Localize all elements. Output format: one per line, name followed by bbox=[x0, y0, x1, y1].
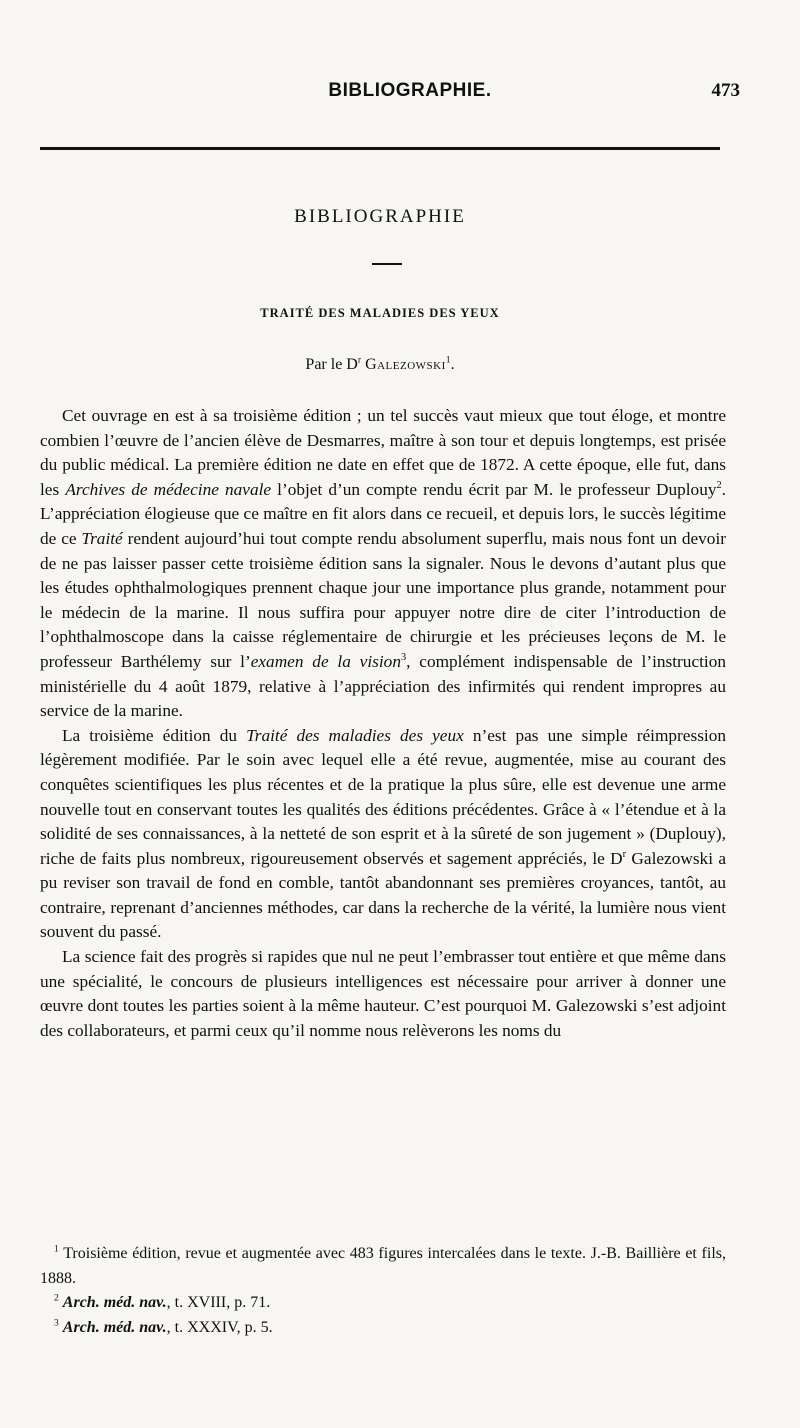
author-line bbox=[40, 356, 720, 374]
running-title: BIBLIOGRAPHIE. bbox=[328, 80, 492, 101]
text-run: Cet ouvrage en est à sa troisième édition ; un tel succès vaut mieux que tout éloge, et montre combien l’œuvre de l’ancien élève de Desmarres, maître à son tour et depuis longtemps, est prisée du public médical. La première édition ne date en effet que de 1872. A cette époque, elle fut, dans les bbox=[40, 406, 726, 499]
text-run: rendent aujourd’hui tout compte rendu absolument superflu, mais nous font un devoir de ne pas laisser passer cette troisième édition sans la signaler. Nous le devons d’autant plus que les études ophthalmologiques prennent chaque jour une importance plus grande, notamment pour le médecin de la marine. Il nous suffira pour appuyer notre dire de citer l’introduction de l’ophthalmoscope dans la caisse réglementaire de chirurgie et les précieuses leçons de M. le professeur Barthélemy sur l’ bbox=[40, 528, 726, 671]
text-run: l’objet d’un compte rendu écrit par M. le professeur Duplouy bbox=[271, 479, 717, 499]
book-title: TRAITÉ DES MALADIES DES YEUX bbox=[260, 306, 500, 320]
footnote-text: , t. XXXIV, p. 5. bbox=[166, 1318, 273, 1336]
running-head bbox=[80, 80, 740, 110]
italic-run: Traité bbox=[81, 528, 123, 548]
text-run: Galezowski a pu reviser son travail de fond en comble, tantôt abandonnant ses premières croyances, tantôt, au contraire, reprenant d’anciennes méthodes, car dans la recherche de la vérité, la lumière nous vient souvent du passé. bbox=[40, 848, 727, 942]
author-name: Galezowski bbox=[365, 356, 446, 373]
italic-run: Archives de médecine navale bbox=[65, 479, 272, 499]
paragraph-1 bbox=[40, 404, 726, 724]
footnote-ref-2: 2 bbox=[716, 480, 722, 492]
footnote-text: Troisième édition, revue et augmentée avec 483 figures intercalées dans le texte. J.-B. Baillière et fils, 1888. bbox=[40, 1245, 726, 1287]
page-number: 473 bbox=[711, 80, 740, 101]
footnote-ref-1: 1 bbox=[445, 354, 451, 366]
italic-run: examen de la vision bbox=[250, 651, 401, 671]
footnote-source: Arch. méd. nav. bbox=[62, 1318, 167, 1336]
paragraph-3 bbox=[40, 945, 726, 1043]
author-prefix: Par le D bbox=[305, 356, 358, 373]
footnotes bbox=[40, 1242, 726, 1340]
section-title: BIBLIOGRAPHIE bbox=[294, 206, 466, 227]
title-divider bbox=[372, 263, 402, 265]
footnote-separator bbox=[40, 1236, 720, 1237]
author-prefix-sup: r bbox=[357, 354, 362, 366]
footnote-source: Arch. méd. nav. bbox=[62, 1294, 167, 1311]
text-run: , complément indispensable de l’instruction ministérielle du 4 août 1879, relative à l’appréciation des infirmités qui rendent impropres au service de la marine. bbox=[40, 651, 727, 721]
header-rule bbox=[40, 147, 720, 150]
footnote-text: , t. XVIII, p. 71. bbox=[166, 1294, 271, 1311]
superscript-run: r bbox=[622, 848, 627, 860]
text-run: La science fait des progrès si rapides que nul ne peut l’embrasser tout entière et que même dans une spécialité, le concours de plusieurs intelligences est nécessaire pour arriver à donner une œuvre dont toutes les parties soient à la même hauteur. C’est pourquoi M. Galezowski s’est adjoint des collaborateurs, et parmi ceux qu’il nomme nous relèverons les noms du bbox=[40, 947, 726, 1040]
text-run: n’est pas une simple réimpression légèrement modifiée. Par le soin avec lequel elle a été revue, augmentée, mise au courant des conquêtes scientifiques les plus récentes et de la pratique la plus sûre, elle est devenue une arme nouvelle tout en conservant toutes les qualités des éditions précédentes. Grâce à « l’étendue et à la solidité de ses connaissances, à la netteté de son esprit et à la sûreté de son jugement » (Duplouy), riche de faits plus nombreux, rigoureusement observés et sagement appréciés, le D bbox=[40, 725, 727, 868]
author-suffix: . bbox=[450, 356, 455, 373]
footnote-2 bbox=[40, 1291, 726, 1316]
paragraph-2 bbox=[40, 724, 726, 945]
body-text bbox=[40, 404, 726, 1043]
footnote-1 bbox=[40, 1242, 726, 1291]
italic-run: Traité des maladies des yeux bbox=[246, 725, 464, 745]
text-run: La troisième édition du bbox=[62, 725, 247, 745]
footnote-number: 1 bbox=[54, 1243, 59, 1255]
text-run: . L’appréciation élogieuse que ce maître en fit alors dans ce recueil, et depuis lors, le succès légitime de ce bbox=[40, 479, 726, 548]
footnote-ref-3: 3 bbox=[400, 652, 407, 664]
footnote-number: 2 bbox=[54, 1292, 59, 1304]
footnote-number: 3 bbox=[54, 1317, 59, 1329]
footnote-3 bbox=[40, 1316, 726, 1341]
